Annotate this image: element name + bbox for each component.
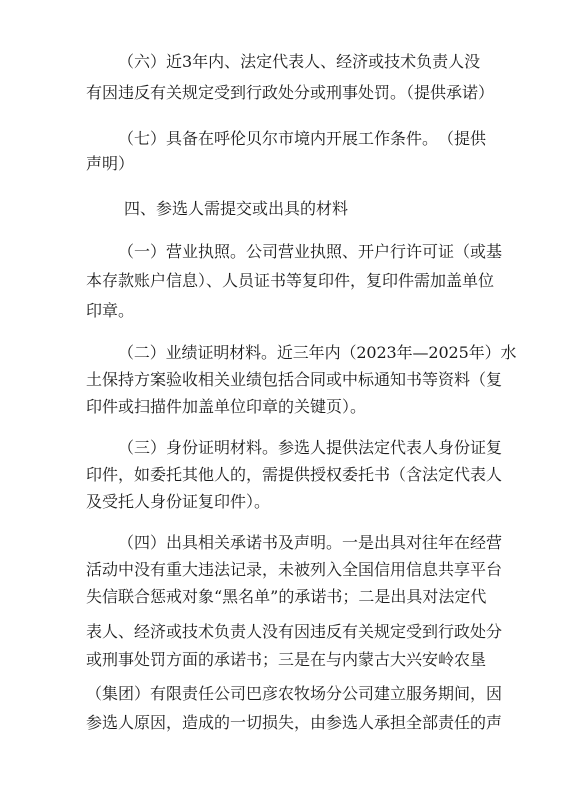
text-line: （三）身份证明材料。参选人提供法定代表人身份证复 [118, 438, 503, 457]
text-line: 有因违反有关规定受到行政处分或刑事处罚。（提供承诺） [86, 83, 495, 102]
text-line: 土保持方案验收相关业绩包括合同或中标通知书等资料（复 [86, 370, 503, 389]
text-line: 印章。 [86, 301, 135, 320]
text-line: 表人、经济或技术负责人没有因违反有关规定受到行政处分 [86, 622, 503, 641]
text-line: 参选人原因，造成的一切损失，由参选人承担全部责任的声 [86, 713, 503, 732]
text-line: 活动中没有重大违法记录，未被列入全国信用信息共享平台 [86, 560, 503, 579]
text-line: （四）出具相关承诺书及声明。一是出具对往年在经营 [118, 533, 503, 552]
text-line: 本存款账户信息）、人员证书等复印件，复印件需加盖单位 [86, 271, 495, 290]
text-line: （七）具备在呼伦贝尔市境内开展工作条件。 （提供 [118, 129, 487, 148]
text-line: 印件或扫描件加盖单位印章的关键页）。 [86, 397, 367, 416]
text-line: 声明） [86, 154, 135, 173]
text-line: 及受托人身份证复印件）。 [86, 492, 271, 511]
text-line: 或刑事处罚方面的承诺书；三是在与内蒙古大兴安岭农垦 [86, 650, 487, 669]
text-line: （集团）有限责任公司巴彦农牧场分公司建立服务期间，因 [86, 684, 503, 703]
text-line: 印件，如委托其他人的，需提供授权委托书（含法定代表人 [86, 465, 503, 484]
section-heading: 四、参选人需提交或出具的材料 [124, 199, 349, 218]
text-line: （一）营业执照。公司营业执照、开户行许可证（或基 [118, 242, 503, 261]
text-line: 失信联合惩戒对象“黑名单”的承诺书；二是出具对法定代 [86, 587, 487, 606]
text-line: （二）业绩证明材料。近三年内（2023年—2025年）水 [118, 343, 517, 362]
text-line: （六）近3年内、法定代表人、经济或技术负责人没 [118, 52, 481, 71]
